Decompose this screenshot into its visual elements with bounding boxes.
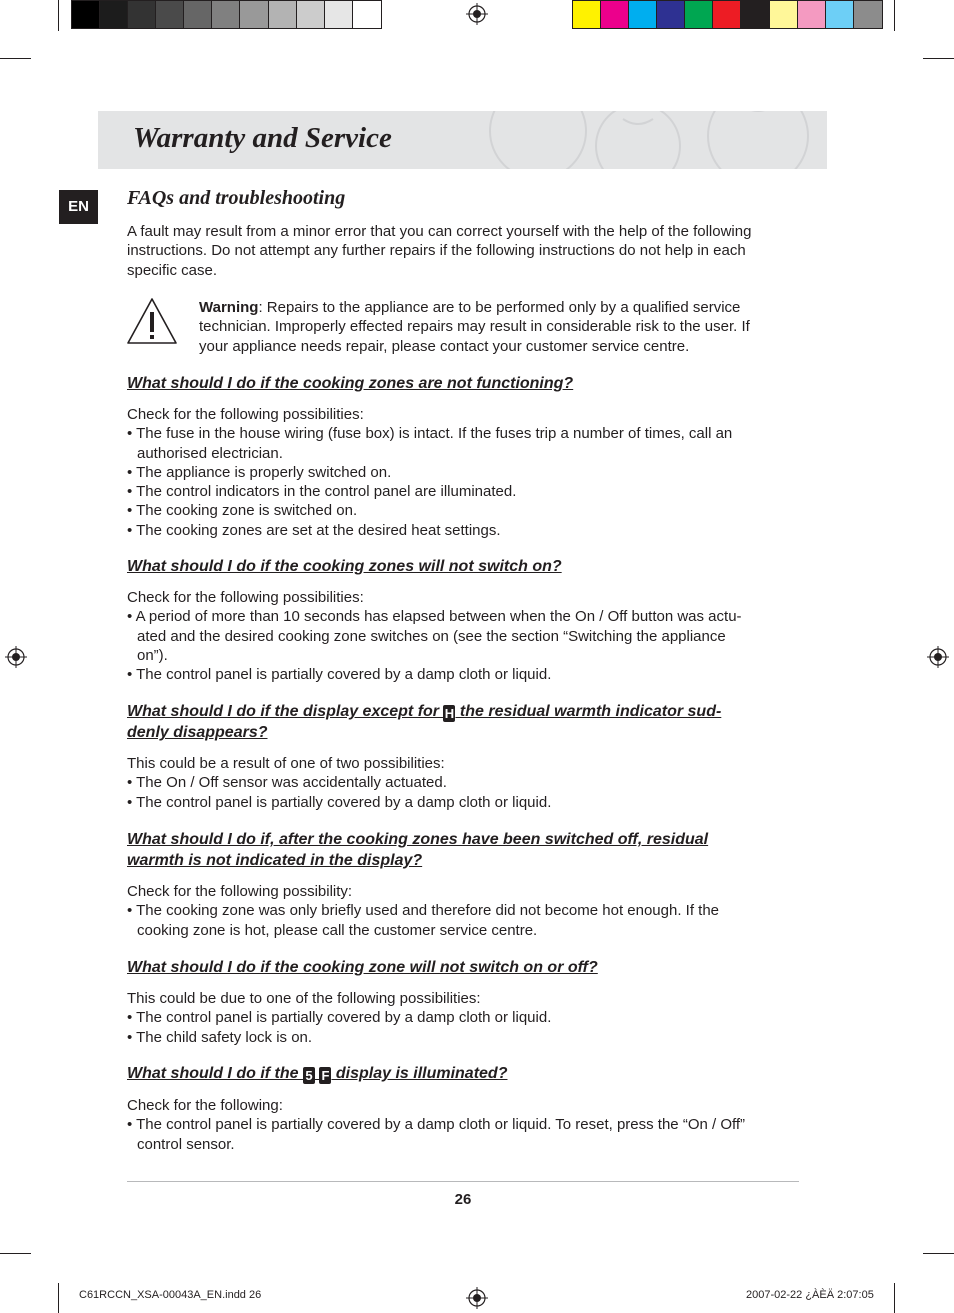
list-item: • The control panel is partially covered by a damp cloth or liquid. — [127, 1009, 552, 1027]
section-heading: FAQs and troubleshooting — [127, 187, 346, 209]
list-item: • The cooking zones are set at the desired heat settings. — [127, 521, 501, 539]
crop-mark — [923, 1253, 954, 1254]
color-swatch — [156, 1, 184, 28]
crop-mark — [0, 1253, 31, 1254]
color-swatch — [826, 1, 854, 28]
list-item: • The appliance is properly switched on. — [127, 463, 392, 481]
display-letter-f-icon: F — [319, 1067, 331, 1084]
faq-answer: Check for the following possibilities: • A period of more than 10 seconds has elapsed between when the On / Off button was actu- ated and the desired cooking zone switches on (see the section “Switching the appliance on”). • The control panel is partially covered by a damp cloth or liquid. — [127, 588, 807, 684]
faq-question: What should I do if the cooking zones are not functioning? — [127, 375, 574, 392]
color-swatch — [798, 1, 826, 28]
color-swatch — [184, 1, 212, 28]
color-swatch — [353, 1, 381, 28]
color-swatch — [128, 1, 156, 28]
registration-mark-icon — [5, 646, 27, 668]
grayscale-color-bar — [71, 0, 382, 29]
list-item: • The control panel is partially covered by a damp cloth or liquid. — [127, 793, 552, 811]
crop-mark — [58, 1283, 59, 1313]
intro-paragraph — [127, 222, 807, 280]
footer-divider — [127, 1181, 799, 1182]
registration-mark-icon — [466, 1287, 488, 1309]
color-swatch — [325, 1, 353, 28]
faq-question: What should I do if the cooking zone will not switch on or off? — [127, 959, 598, 976]
color-swatch — [770, 1, 798, 28]
list-item: • The child safety lock is on. — [127, 1028, 313, 1046]
language-tab: EN — [59, 190, 98, 224]
color-swatch — [297, 1, 325, 28]
faq-question: What should I do if the display except for H the residual warmth indicator sud- denly disappears? — [127, 703, 722, 741]
color-swatch — [240, 1, 268, 28]
list-item: • The control panel is partially covered by a damp cloth or liquid. — [127, 666, 552, 684]
color-swatch — [573, 1, 601, 28]
registration-mark-icon — [466, 3, 488, 25]
display-digit-5-icon: 5 — [303, 1067, 315, 1084]
faq-question: What should I do if the 5 F display is illuminated? — [127, 1065, 508, 1083]
registration-mark-icon — [927, 646, 949, 668]
crop-mark — [894, 0, 895, 31]
color-swatch — [685, 1, 713, 28]
color-swatch — [657, 1, 685, 28]
section-banner — [98, 111, 827, 169]
color-swatch — [269, 1, 297, 28]
faq-answer: Check for the following possibility: • The cooking zone was only briefly used and therefore did not become hot enough. If the cooking zone is hot, please call the customer service centre. — [127, 882, 807, 940]
color-swatch — [713, 1, 741, 28]
list-item: • The control panel is partially covered by a damp cloth or liquid. To reset, press the “On / Off” control sensor. — [127, 1116, 746, 1153]
warning-note: Warning: Repairs to the appliance are to be performed only by a qualified service technician. Improperly effected repairs may result in considerable risk to the user. If your appliance needs repair, please contact your customer service centre. — [199, 298, 799, 356]
list-item: • A period of more than 10 seconds has elapsed between when the On / Off button was actu- ated and the desired cooking zone switches on (see the section “Switching the appliance on”). — [127, 608, 742, 664]
faq-question: What should I do if, after the cooking zones have been switched off, residual warmth is not indicated in the display? — [127, 831, 709, 869]
color-swatch — [601, 1, 629, 28]
color-swatch — [100, 1, 128, 28]
intro-line: instructions. Do not attempt any further repairs if the following instructions do not help in each — [127, 242, 746, 260]
color-swatch — [629, 1, 657, 28]
crop-mark — [58, 0, 59, 31]
faq-answer: Check for the following: • The control panel is partially covered by a damp cloth or liquid. To reset, press the “On / Off” control sensor. — [127, 1096, 807, 1154]
color-swatch — [854, 1, 882, 28]
list-item: • The control indicators in the control panel are illuminated. — [127, 483, 517, 501]
list-item: • The fuse in the house wiring (fuse box) is intact. If the fuses trip a number of times, call an authorised electrician. — [127, 425, 733, 462]
warning-triangle-icon — [126, 297, 178, 345]
page-number: 26 — [454, 1191, 472, 1208]
crop-mark — [923, 58, 954, 59]
page-title: Warranty and Service — [133, 122, 392, 154]
process-color-bar — [572, 0, 883, 29]
color-swatch — [212, 1, 240, 28]
faq-answer: This could be a result of one of two possibilities: • The On / Off sensor was accidentally actuated. • The control panel is partially covered by a damp cloth or liquid. — [127, 754, 807, 812]
tomato-decoration-icon — [428, 111, 827, 169]
file-slug: C61RCCN_XSA-00043A_EN.indd 26 — [79, 1289, 262, 1301]
crop-mark — [894, 1283, 895, 1313]
warning-line: your appliance needs repair, please contact your customer service centre. — [199, 337, 690, 355]
intro-line: A fault may result from a minor error that you can correct yourself with the help of the following — [127, 223, 752, 240]
list-item: • The cooking zone is switched on. — [127, 502, 358, 520]
faq-answer: This could be due to one of the following possibilities: • The control panel is partially covered by a damp cloth or liquid. • The child safety lock is on. — [127, 989, 807, 1047]
intro-line: specific case. — [127, 261, 218, 279]
warning-label: Warning — [199, 299, 259, 316]
faq-answer: Check for the following possibilities: • The fuse in the house wiring (fuse box) is intact. If the fuses trip a number of times, call an authorised electrician. • The appliance is properly switched on. • The control indicators in the control panel are illuminated. • The cooking zone is switched on. • The cooking zones are set at the desired heat settings. — [127, 405, 807, 540]
date-slug: 2007-02-22 ¿ÀÈÄ 2:07:05 — [746, 1289, 874, 1301]
list-item: • The On / Off sensor was accidentally actuated. — [127, 774, 447, 792]
color-swatch — [741, 1, 769, 28]
faq-question: What should I do if the cooking zones will not switch on? — [127, 558, 562, 575]
residual-heat-symbol-icon: H — [444, 706, 455, 721]
warning-line: technician. Improperly effected repairs may result in considerable risk to the user. If — [199, 318, 750, 336]
crop-mark — [0, 58, 31, 59]
list-item: • The cooking zone was only briefly used and therefore did not become hot enough. If the cooking zone is hot, please call the customer service centre. — [127, 902, 720, 939]
color-swatch — [72, 1, 100, 28]
